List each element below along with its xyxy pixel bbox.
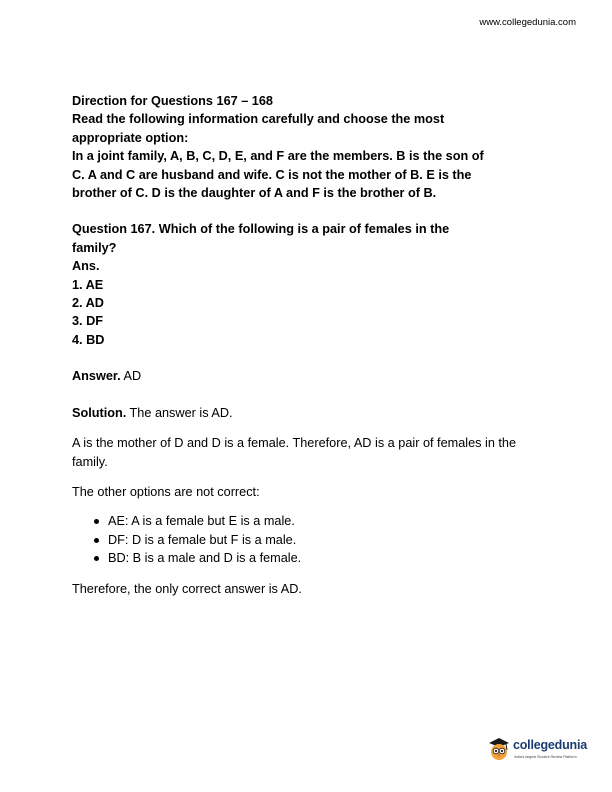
solution-text: The answer is AD. — [126, 405, 233, 420]
instruction-line: appropriate option: — [72, 130, 189, 145]
passage-line: In a joint family, A, B, C, D, E, and F are the members. B is the son of — [72, 149, 484, 164]
bullet-dot-icon — [94, 556, 99, 561]
solution-label: Solution. — [72, 405, 127, 420]
question-text-line: family? — [72, 240, 117, 255]
question-text-line: Question 167. Which of the following is a pair of females in the — [72, 222, 450, 237]
ans-label: Ans. — [72, 259, 100, 274]
answer-label: Answer. — [72, 369, 121, 384]
collegedunia-logo[interactable] — [486, 732, 598, 772]
conclusion: Therefore, the only correct answer is AD. — [72, 581, 302, 596]
bullet-text: BD: B is a male and D is a female. — [108, 551, 302, 566]
others-intro: The other options are not correct: — [72, 484, 260, 499]
passage-line: C. A and C are husband and wife. C is not the mother of B. E is the — [72, 167, 472, 182]
option-item: 2. AD — [72, 296, 104, 311]
bullet-text: DF: D is a female but F is a male. — [108, 532, 297, 547]
instruction-line: Read the following information carefully and choose the most — [72, 112, 445, 127]
header-url[interactable]: www.collegedunia.com — [479, 17, 576, 28]
solution-explanation: A is the mother of D and D is a female. Therefore, AD is a pair of females in the family. — [72, 436, 517, 469]
bullet-item — [94, 531, 542, 549]
graduate-owl-icon — [486, 735, 512, 761]
bullet-dot-icon — [94, 538, 99, 543]
answer-value: AD — [120, 369, 142, 384]
option-item: 1. AE — [72, 277, 104, 292]
option-item: 4. BD — [72, 332, 105, 347]
bullet-item — [94, 512, 542, 530]
logo-brand: collegedunia — [513, 738, 588, 752]
question-block — [72, 220, 542, 275]
bullet-item — [94, 549, 542, 567]
direction-block — [72, 92, 542, 202]
document-content — [72, 92, 542, 598]
direction-title: Direction for Questions 167 – 168 — [72, 94, 273, 108]
answer-line — [72, 367, 542, 385]
bullet-list — [72, 512, 542, 567]
option-item: 3. DF — [72, 314, 104, 329]
bullet-dot-icon — [94, 519, 99, 524]
solution-line — [72, 404, 542, 422]
bullet-text: AE: A is a female but E is a male. — [108, 514, 295, 529]
passage-line: brother of C. D is the daughter of A and F is the brother of B. — [72, 186, 437, 201]
options-list — [72, 276, 542, 350]
logo-tagline: India's largest Student Review Platform — [514, 755, 577, 759]
